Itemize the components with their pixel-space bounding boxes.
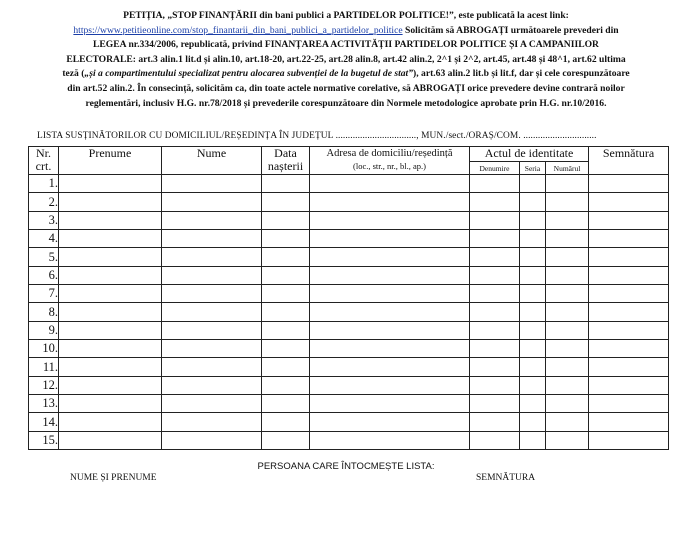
signatures-table bbox=[28, 146, 669, 450]
cell-act-seria[interactable] bbox=[520, 266, 546, 284]
col-header-adresa-sub: (loc., str., nr., bl., ap.) bbox=[353, 161, 426, 171]
col-header-adresa-title: Adresa de domiciliu/reședință bbox=[326, 148, 453, 159]
cell-nume[interactable] bbox=[162, 340, 262, 358]
cell-nr: 15. bbox=[29, 431, 59, 449]
cell-prenume[interactable] bbox=[59, 376, 162, 394]
cell-prenume[interactable] bbox=[59, 285, 162, 303]
cell-prenume[interactable] bbox=[59, 230, 162, 248]
header-line-3: LEGEA nr.334/2006, republicată, privind FINANȚAREA ACTIVITĂȚII PARTIDELOR POLITICE ȘI A CAMPANIILOR bbox=[92, 39, 599, 51]
cell-act-numarul[interactable] bbox=[546, 303, 589, 321]
cell-semnatura[interactable] bbox=[589, 340, 669, 358]
cell-nume[interactable] bbox=[162, 358, 262, 376]
cell-semnatura[interactable] bbox=[589, 266, 669, 284]
cell-act-denumire[interactable] bbox=[470, 395, 520, 413]
cell-nume[interactable] bbox=[162, 175, 262, 193]
cell-prenume[interactable] bbox=[59, 358, 162, 376]
cell-nume[interactable] bbox=[162, 230, 262, 248]
cell-nume[interactable] bbox=[162, 413, 262, 431]
cell-act-numarul[interactable] bbox=[546, 248, 589, 266]
cell-semnatura[interactable] bbox=[589, 211, 669, 229]
cell-data-nasterii[interactable] bbox=[262, 266, 310, 284]
cell-act-seria[interactable] bbox=[520, 303, 546, 321]
cell-act-seria[interactable] bbox=[520, 230, 546, 248]
cell-prenume[interactable] bbox=[59, 303, 162, 321]
cell-nr: 8. bbox=[29, 303, 59, 321]
table-row bbox=[29, 395, 669, 413]
cell-act-seria[interactable] bbox=[520, 413, 546, 431]
cell-nr: 6. bbox=[29, 266, 59, 284]
col-header-act: Actul de identitate bbox=[470, 147, 589, 162]
cell-prenume[interactable] bbox=[59, 413, 162, 431]
cell-act-numarul[interactable] bbox=[546, 285, 589, 303]
cell-semnatura[interactable] bbox=[589, 395, 669, 413]
cell-act-denumire[interactable] bbox=[470, 340, 520, 358]
cell-prenume[interactable] bbox=[59, 175, 162, 193]
footer-signature-label: SEMNĂTURA bbox=[476, 473, 536, 483]
cell-act-numarul[interactable] bbox=[546, 358, 589, 376]
cell-act-denumire[interactable] bbox=[470, 230, 520, 248]
header-line-2 bbox=[34, 24, 658, 39]
cell-data-nasterii[interactable] bbox=[262, 285, 310, 303]
petition-header bbox=[34, 9, 658, 111]
cell-nr: 9. bbox=[29, 321, 59, 339]
cell-adresa[interactable] bbox=[310, 413, 470, 431]
cell-act-denumire[interactable] bbox=[470, 321, 520, 339]
header-line-6: din art.52 alin.2. În consecință, solicităm ca, din toate actele normative corelative, să ABROGAȚI orice prevedere devine contrară noilor bbox=[67, 82, 625, 94]
cell-act-denumire[interactable] bbox=[470, 413, 520, 431]
table-row bbox=[29, 376, 669, 394]
cell-act-seria[interactable] bbox=[520, 395, 546, 413]
table-row bbox=[29, 413, 669, 431]
cell-adresa[interactable] bbox=[310, 431, 470, 449]
cell-act-numarul[interactable] bbox=[546, 413, 589, 431]
footer-title: PERSOANA CARE ÎNTOCMEȘTE LISTA: bbox=[257, 461, 435, 472]
table-row bbox=[29, 321, 669, 339]
cell-act-numarul[interactable] bbox=[546, 230, 589, 248]
cell-act-seria[interactable] bbox=[520, 211, 546, 229]
cell-act-denumire[interactable] bbox=[470, 193, 520, 211]
cell-prenume[interactable] bbox=[59, 431, 162, 449]
col-header-nr: Nr. crt. bbox=[29, 147, 59, 175]
cell-act-numarul[interactable] bbox=[546, 266, 589, 284]
cell-prenume[interactable] bbox=[59, 193, 162, 211]
cell-nume[interactable] bbox=[162, 248, 262, 266]
header-line-1: PETIȚIA, „STOP FINANȚĂRII din bani publici a PARTIDELOR POLITICE!”, este publicată la acest link: bbox=[123, 10, 569, 21]
cell-nr: 12. bbox=[29, 376, 59, 394]
cell-semnatura[interactable] bbox=[589, 358, 669, 376]
col-header-data-nasterii: Data nașterii bbox=[262, 147, 310, 175]
header-line-4: ELECTORALE: art.3 alin.1 lit.d și alin.10, art.18-20, art.22-25, art.28 alin.8, art.42 alin.2, 2^1 și 2^2, art.45, art.48 și 48^1, art.62 ultima bbox=[66, 53, 626, 65]
cell-act-seria[interactable] bbox=[520, 285, 546, 303]
cell-nume[interactable] bbox=[162, 303, 262, 321]
cell-data-nasterii[interactable] bbox=[262, 230, 310, 248]
cell-adresa[interactable] bbox=[310, 358, 470, 376]
header-line-7: reglementări, inclusiv H.G. nr.78/2018 și prevederile corespunzătoare din Normele metodologice aprobate prin H.G. nr.10/2016. bbox=[85, 97, 607, 109]
table-row bbox=[29, 340, 669, 358]
cell-adresa[interactable] bbox=[310, 266, 470, 284]
col-header-semnatura: Semnătura bbox=[589, 147, 669, 175]
cell-act-seria[interactable] bbox=[520, 175, 546, 193]
cell-data-nasterii[interactable] bbox=[262, 321, 310, 339]
cell-semnatura[interactable] bbox=[589, 431, 669, 449]
cell-act-denumire[interactable] bbox=[470, 285, 520, 303]
header-line-5-start: teză ( bbox=[62, 68, 85, 80]
cell-adresa[interactable] bbox=[310, 376, 470, 394]
cell-semnatura[interactable] bbox=[589, 376, 669, 394]
cell-nume[interactable] bbox=[162, 266, 262, 284]
cell-nume[interactable] bbox=[162, 321, 262, 339]
cell-data-nasterii[interactable] bbox=[262, 376, 310, 394]
table-row bbox=[29, 358, 669, 376]
cell-data-nasterii[interactable] bbox=[262, 413, 310, 431]
table-row bbox=[29, 303, 669, 321]
cell-nr: 14. bbox=[29, 413, 59, 431]
cell-act-numarul[interactable] bbox=[546, 395, 589, 413]
cell-act-denumire[interactable] bbox=[470, 248, 520, 266]
cell-act-denumire[interactable] bbox=[470, 431, 520, 449]
cell-adresa[interactable] bbox=[310, 303, 470, 321]
header-line-5-italic: „și a compartimentului specializat pentru alocarea subvenției de la bugetul de stat” bbox=[84, 68, 414, 80]
cell-act-seria[interactable] bbox=[520, 340, 546, 358]
header-after-link: Solicităm să ABROGAȚI următoarele prevederi din bbox=[402, 24, 619, 36]
table-row bbox=[29, 285, 669, 303]
cell-act-denumire[interactable] bbox=[470, 358, 520, 376]
cell-data-nasterii[interactable] bbox=[262, 358, 310, 376]
cell-data-nasterii[interactable] bbox=[262, 431, 310, 449]
cell-adresa[interactable] bbox=[310, 340, 470, 358]
cell-semnatura[interactable] bbox=[589, 285, 669, 303]
cell-act-denumire[interactable] bbox=[470, 211, 520, 229]
cell-adresa[interactable] bbox=[310, 193, 470, 211]
cell-prenume[interactable] bbox=[59, 340, 162, 358]
cell-adresa[interactable] bbox=[310, 395, 470, 413]
cell-act-numarul[interactable] bbox=[546, 376, 589, 394]
cell-nume[interactable] bbox=[162, 376, 262, 394]
cell-data-nasterii[interactable] bbox=[262, 340, 310, 358]
cell-nume[interactable] bbox=[162, 193, 262, 211]
col-header-act-denumire: Denumire bbox=[470, 162, 520, 175]
cell-semnatura[interactable] bbox=[589, 248, 669, 266]
cell-act-denumire[interactable] bbox=[470, 266, 520, 284]
cell-act-numarul[interactable] bbox=[546, 175, 589, 193]
cell-adresa[interactable] bbox=[310, 230, 470, 248]
cell-data-nasterii[interactable] bbox=[262, 248, 310, 266]
cell-act-numarul[interactable] bbox=[546, 211, 589, 229]
cell-act-seria[interactable] bbox=[520, 358, 546, 376]
table-row bbox=[29, 175, 669, 193]
cell-nr: 1. bbox=[29, 175, 59, 193]
cell-semnatura[interactable] bbox=[589, 193, 669, 211]
cell-prenume[interactable] bbox=[59, 395, 162, 413]
cell-nr: 4. bbox=[29, 230, 59, 248]
cell-data-nasterii[interactable] bbox=[262, 175, 310, 193]
cell-data-nasterii[interactable] bbox=[262, 395, 310, 413]
header-line-5-end: ), art.63 alin.2 lit.b și lit.f, dar și cele corespunzătoare bbox=[413, 68, 630, 80]
cell-semnatura[interactable] bbox=[589, 321, 669, 339]
table-row bbox=[29, 431, 669, 449]
cell-nume[interactable] bbox=[162, 431, 262, 449]
cell-prenume[interactable] bbox=[59, 248, 162, 266]
col-header-nume: Nume bbox=[162, 147, 262, 175]
cell-act-denumire[interactable] bbox=[470, 175, 520, 193]
cell-semnatura[interactable] bbox=[589, 175, 669, 193]
header-line-5 bbox=[34, 67, 658, 82]
cell-nr: 2. bbox=[29, 193, 59, 211]
cell-act-seria[interactable] bbox=[520, 376, 546, 394]
cell-prenume[interactable] bbox=[59, 211, 162, 229]
col-header-prenume: Prenume bbox=[59, 147, 162, 175]
cell-act-numarul[interactable] bbox=[546, 193, 589, 211]
table-row bbox=[29, 266, 669, 284]
cell-data-nasterii[interactable] bbox=[262, 303, 310, 321]
cell-nr: 3. bbox=[29, 211, 59, 229]
cell-act-numarul[interactable] bbox=[546, 321, 589, 339]
cell-data-nasterii[interactable] bbox=[262, 211, 310, 229]
cell-semnatura[interactable] bbox=[589, 303, 669, 321]
cell-adresa[interactable] bbox=[310, 211, 470, 229]
cell-act-seria[interactable] bbox=[520, 193, 546, 211]
cell-semnatura[interactable] bbox=[589, 230, 669, 248]
cell-nr: 5. bbox=[29, 248, 59, 266]
cell-nr: 10. bbox=[29, 340, 59, 358]
table-row bbox=[29, 193, 669, 211]
col-header-act-seria: Seria bbox=[520, 162, 546, 175]
cell-adresa[interactable] bbox=[310, 285, 470, 303]
cell-act-seria[interactable] bbox=[520, 321, 546, 339]
table-row bbox=[29, 211, 669, 229]
list-title: LISTA SUSȚINĂTORILOR CU DOMICILIUL/REȘEDINȚA ÎN JUDEȚUL ................................., MUN./sect./ORAȘ/COM. .............................. bbox=[37, 131, 597, 141]
col-header-adresa bbox=[310, 147, 470, 175]
cell-act-seria[interactable] bbox=[520, 248, 546, 266]
cell-data-nasterii[interactable] bbox=[262, 193, 310, 211]
cell-nume[interactable] bbox=[162, 285, 262, 303]
cell-prenume[interactable] bbox=[59, 266, 162, 284]
cell-nr: 7. bbox=[29, 285, 59, 303]
table-row bbox=[29, 230, 669, 248]
cell-prenume[interactable] bbox=[59, 321, 162, 339]
cell-act-denumire[interactable] bbox=[470, 303, 520, 321]
cell-semnatura[interactable] bbox=[589, 413, 669, 431]
petition-link[interactable]: https://www.petitieonline.com/stop_finantarii_din_bani_publici_a_partidelor_politice bbox=[73, 24, 403, 36]
cell-act-numarul[interactable] bbox=[546, 340, 589, 358]
cell-adresa[interactable] bbox=[310, 321, 470, 339]
cell-adresa[interactable] bbox=[310, 248, 470, 266]
cell-nume[interactable] bbox=[162, 395, 262, 413]
table-row bbox=[29, 248, 669, 266]
cell-nume[interactable] bbox=[162, 211, 262, 229]
cell-act-numarul[interactable] bbox=[546, 431, 589, 449]
footer-name-label: NUME ȘI PRENUME bbox=[70, 473, 157, 483]
cell-nr: 13. bbox=[29, 395, 59, 413]
col-header-act-numarul: Numărul bbox=[546, 162, 589, 175]
cell-nr: 11. bbox=[29, 358, 59, 376]
cell-adresa[interactable] bbox=[310, 175, 470, 193]
cell-act-denumire[interactable] bbox=[470, 376, 520, 394]
cell-act-seria[interactable] bbox=[520, 431, 546, 449]
